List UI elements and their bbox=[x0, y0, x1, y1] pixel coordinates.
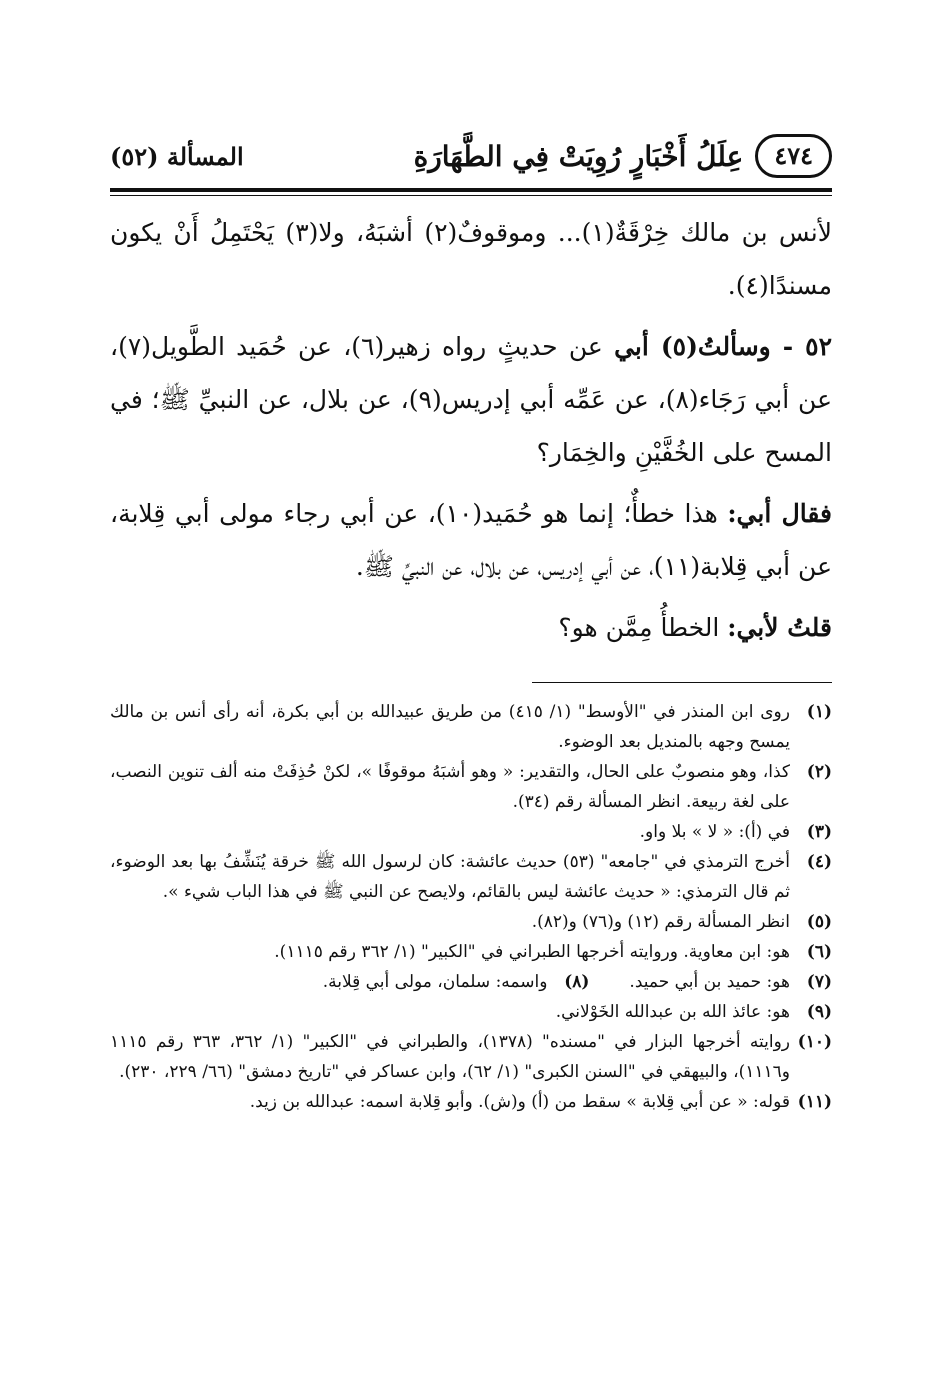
footnote-number: (٩) bbox=[806, 1002, 832, 1022]
footnotes bbox=[110, 697, 832, 1117]
main-text bbox=[110, 206, 832, 654]
footnote bbox=[629, 967, 832, 997]
footnote-text: كذا، وهو منصوبٌ على الحال، والتقدير: « وهو أشبَهُ موقوفًا »، لكنْ حُذِفَتْ منه ألف تنوين النصب، على لغة ربيعة. انظر المسألة رقم (٣٤). bbox=[110, 762, 790, 812]
footnote-text: قوله: « عن أبي قِلابة » سقط من (أ) و(ش). وأبو قِلابة اسمه: عبدالله بن زيد. bbox=[249, 1092, 790, 1112]
question-text: عن حديثٍ رواه زهير(٦)، عن حُمَيد الطَّويل(٧)، عن أبي رَجَاء(٨)، عن عَمِّه أبي إدريس(٩)، عن بلال، عن النبيِّ ﷺ؛ في المسح على الخُفَّيْنِ والخِمَار؟ bbox=[110, 332, 832, 467]
footnote-text: انظر المسألة رقم (١٢) و(٧٦) و(٨٢). bbox=[531, 912, 790, 932]
paragraph-continuation: لأنس بن مالك خِرْقَةٌ(١)... وموقوفٌ(٢) أشبَهُ، ولا(٣) يَحْتَمِلُ أَنْ يكون مسندًا(٤). bbox=[110, 218, 832, 300]
footnote bbox=[110, 937, 832, 967]
footnote-number: (١) bbox=[806, 702, 832, 722]
paragraph-question-52 bbox=[110, 320, 832, 479]
footnote-text: هو: حميد بن أبي حميد. bbox=[629, 972, 790, 992]
footnote-text: في (أ): « لا » بلا واو. bbox=[639, 822, 790, 842]
answer-text: هذا خطأٌ؛ إنما هو حُمَيد(١٠)، عن أبي رجاء مولى أبي قِلابة، عن أبي قِلابة(١١)، عن أبي إدريس، عن بلال، عن النبيِّ ﷺ. bbox=[110, 499, 832, 581]
footnote-number: (٤) bbox=[806, 852, 832, 872]
footnote-number: (٢) bbox=[806, 762, 832, 782]
footnote-number: (٨) bbox=[564, 972, 590, 992]
footnote-text: أخرج الترمذي في "جامعه" (٥٣) حديث عائشة: كان لرسول الله ﷺ خرقة يُنَشِّفُ بها بعد الوضوء، ثم قال الترمذي: « حديث عائشة ليس بالقائم، ولايصح عن النبي ﷺ في هذا الباب شيء ». bbox=[110, 852, 790, 902]
footnote bbox=[110, 1087, 832, 1117]
footnote-text: هو: عائذ الله بن عبدالله الخَوْلاني. bbox=[555, 1002, 790, 1022]
paragraph-answer bbox=[110, 487, 832, 593]
paragraph-followup bbox=[110, 601, 832, 654]
footnote bbox=[110, 907, 832, 937]
running-header bbox=[110, 130, 832, 182]
footnote bbox=[323, 967, 590, 997]
question-lead: ٥٢ - وسألتُ(٥) أبي bbox=[614, 332, 832, 361]
header-right-group bbox=[414, 134, 832, 178]
header-rule-thin bbox=[110, 195, 832, 196]
page bbox=[110, 130, 832, 1117]
followup-lead: قلتُ لأبي: bbox=[727, 613, 832, 642]
footnote-number: (٧) bbox=[806, 972, 832, 992]
footnote-text: واسمه: سلمان، مولى أبي قِلابة. bbox=[322, 972, 548, 992]
footnote-number: (٣) bbox=[806, 822, 832, 842]
followup-text: الخطأُ مِمَّن هو؟ bbox=[558, 613, 728, 642]
footnote-pair bbox=[110, 967, 832, 997]
footnote-separator bbox=[532, 682, 832, 683]
footnote-number: (١١) bbox=[797, 1092, 832, 1112]
footnote-text: هو: ابن معاوية. وروايته أخرجها الطبراني في "الكبير" (١/ ٣٦٢ رقم ١١١٥). bbox=[274, 942, 790, 962]
footnote bbox=[110, 697, 832, 757]
footnote-text: روايته أخرجها البزار في "مسنده" (١٣٧٨)، والطبراني في "الكبير" (١/ ٣٦٢، ٣٦٣ رقم ١١١٥ و١١١٦)، والبيهقي في "السنن الكبرى" (١/ ٦٢)، وابن عساكر في "تاريخ دمشق" (٦٦/ ٢٢٩، ٢٣٠). bbox=[110, 1032, 790, 1082]
footnote bbox=[110, 997, 832, 1027]
footnote-number: (٥) bbox=[806, 912, 832, 932]
footnote-number: (٦) bbox=[806, 942, 832, 962]
footnote bbox=[110, 757, 832, 817]
header-rule-thick bbox=[110, 188, 832, 192]
footnote-text: روى ابن المنذر في "الأوسط" (١/ ٤١٥) من طريق عبيدالله بن أبي بكرة، أنه رأى أنس بن مالك يمسح وجهه بالمنديل بعد الوضوء. bbox=[110, 702, 790, 752]
footnote-number: (١٠) bbox=[797, 1032, 832, 1052]
footnote bbox=[110, 1027, 832, 1087]
page-number: ٤٧٤ bbox=[755, 134, 832, 178]
book-title: عِلَلُ أَخْبَارٍ رُوِيَتْ فِي الطَّهَارَةِ bbox=[413, 139, 744, 173]
answer-lead: فقال أبي: bbox=[727, 499, 832, 528]
footnote bbox=[110, 847, 832, 907]
footnote bbox=[110, 817, 832, 847]
issue-label: المسألة (٥٢) bbox=[110, 141, 244, 171]
